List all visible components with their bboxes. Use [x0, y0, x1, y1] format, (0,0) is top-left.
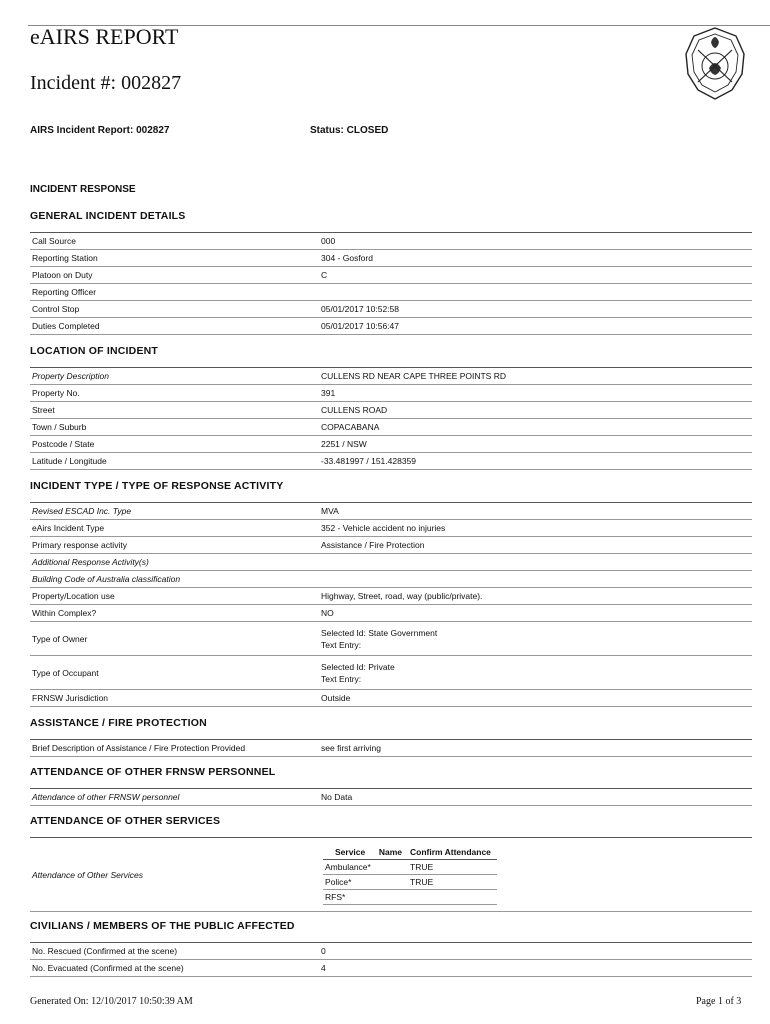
- status-badge: Status: CLOSED: [310, 125, 389, 136]
- airs-report-number: AIRS Incident Report: 002827: [30, 125, 170, 136]
- incident-type-table: [30, 502, 752, 707]
- page-number: Page 1 of 3: [696, 996, 742, 1007]
- table-row: [30, 368, 752, 385]
- occupant-selected: Selected Id: Private: [321, 661, 395, 672]
- row-label: Platoon on Duty: [30, 267, 319, 284]
- incident-number: Incident #: 002827: [30, 72, 182, 94]
- row-value: 2251 / NSW: [319, 436, 752, 453]
- assistance-heading: ASSISTANCE / FIRE PROTECTION: [30, 717, 207, 729]
- row-value: 391: [319, 385, 752, 402]
- table-row: [30, 318, 752, 335]
- table-row: [30, 537, 752, 554]
- table-row: [30, 943, 752, 960]
- service-confirm: TRUE: [408, 874, 497, 889]
- civilians-heading: CIVILIANS / MEMBERS OF THE PUBLIC AFFECTED: [30, 920, 295, 932]
- row-value: [319, 838, 752, 912]
- table-row: [30, 838, 752, 912]
- row-label: Type of Occupant: [30, 656, 319, 690]
- col-confirm: Confirm Attendance: [410, 846, 491, 857]
- row-value: Highway, Street, road, way (public/private).: [319, 588, 752, 605]
- row-value: 05/01/2017 10:52:58: [319, 301, 752, 318]
- services-row: [323, 889, 497, 904]
- row-label: Brief Description of Assistance / Fire Protection Provided: [30, 740, 319, 757]
- table-row: [30, 740, 752, 757]
- table-row: [30, 267, 752, 284]
- other-services-heading: ATTENDANCE OF OTHER SERVICES: [30, 815, 221, 827]
- row-value: No Data: [319, 789, 752, 806]
- service-name: Police*: [323, 874, 377, 889]
- row-value: -33.481997 / 151.428359: [319, 453, 752, 470]
- frnsw-personnel-table: [30, 788, 752, 806]
- civilians-table: [30, 942, 752, 977]
- assistance-table: [30, 739, 752, 757]
- frnsw-personnel-heading: ATTENDANCE OF OTHER FRNSW PERSONNEL: [30, 766, 276, 778]
- row-value: [319, 284, 752, 301]
- row-value: 304 - Gosford: [319, 250, 752, 267]
- location-heading: LOCATION OF INCIDENT: [30, 345, 159, 357]
- services-subtable: [323, 845, 497, 905]
- owner-selected: Selected Id: State Government: [321, 627, 438, 638]
- table-row: [30, 453, 752, 470]
- row-label: Attendance of Other Services: [30, 838, 319, 912]
- row-label: Latitude / Longitude: [30, 453, 319, 470]
- row-value: NO: [319, 605, 752, 622]
- table-row: [30, 520, 752, 537]
- row-label: No. Evacuated (Confirmed at the scene): [30, 960, 319, 977]
- table-row: [30, 503, 752, 520]
- report-title: eAIRS REPORT: [30, 24, 179, 49]
- row-label: Building Code of Australia classification: [30, 571, 319, 588]
- service-confirm: [408, 889, 497, 904]
- row-value: CULLENS RD NEAR CAPE THREE POINTS RD: [319, 368, 752, 385]
- row-value: see first arriving: [319, 740, 752, 757]
- table-row: [30, 284, 752, 301]
- row-value: C: [319, 267, 752, 284]
- row-value: 4: [319, 960, 752, 977]
- row-value: 352 - Vehicle accident no injuries: [319, 520, 752, 537]
- table-row: [30, 233, 752, 250]
- table-row: [30, 571, 752, 588]
- row-value: 05/01/2017 10:56:47: [319, 318, 752, 335]
- col-service: Service: [335, 846, 366, 857]
- incident-response-heading: INCIDENT RESPONSE: [30, 184, 136, 195]
- occupant-text-entry: Text Entry:: [321, 673, 362, 684]
- row-label: eAirs Incident Type: [30, 520, 319, 537]
- table-row: [30, 789, 752, 806]
- row-label: FRNSW Jurisdiction: [30, 690, 319, 707]
- row-label: Revised ESCAD Inc. Type: [30, 503, 319, 520]
- row-label: Town / Suburb: [30, 419, 319, 436]
- table-row: [30, 622, 752, 656]
- row-value: [319, 656, 752, 690]
- row-label: Reporting Station: [30, 250, 319, 267]
- row-label: Property No.: [30, 385, 319, 402]
- row-label: Additional Response Activity(s): [30, 554, 319, 571]
- service-name: Ambulance*: [323, 859, 377, 874]
- location-table: [30, 367, 752, 470]
- fire-rescue-seal-icon: [678, 24, 752, 102]
- row-value: CULLENS ROAD: [319, 402, 752, 419]
- table-row: [30, 250, 752, 267]
- services-row: [323, 859, 497, 874]
- row-value: COPACABANA: [319, 419, 752, 436]
- services-header-row: [323, 845, 497, 860]
- table-row: [30, 690, 752, 707]
- service-name: RFS*: [323, 889, 377, 904]
- table-row: [30, 605, 752, 622]
- other-services-table: [30, 837, 752, 912]
- row-label: Call Source: [30, 233, 319, 250]
- row-value: [319, 554, 752, 571]
- table-row: [30, 656, 752, 690]
- row-value: 0: [319, 943, 752, 960]
- table-row: [30, 436, 752, 453]
- row-value: [319, 622, 752, 656]
- table-row: [30, 402, 752, 419]
- service-confirm: TRUE: [408, 859, 497, 874]
- owner-text-entry: Text Entry:: [321, 639, 362, 650]
- row-value: 000: [319, 233, 752, 250]
- row-label: Type of Owner: [30, 622, 319, 656]
- row-label: Postcode / State: [30, 436, 319, 453]
- general-heading: GENERAL INCIDENT DETAILS: [30, 210, 186, 222]
- row-label: Property Description: [30, 368, 319, 385]
- table-row: [30, 385, 752, 402]
- row-label: Duties Completed: [30, 318, 319, 335]
- table-row: [30, 554, 752, 571]
- row-label: No. Rescued (Confirmed at the scene): [30, 943, 319, 960]
- general-table: [30, 232, 752, 335]
- row-label: Control Stop: [30, 301, 319, 318]
- row-label: Property/Location use: [30, 588, 319, 605]
- row-value: [319, 571, 752, 588]
- generated-on: Generated On: 12/10/2017 10:50:39 AM: [30, 996, 193, 1007]
- table-row: [30, 960, 752, 977]
- row-label: Reporting Officer: [30, 284, 319, 301]
- col-name: Name: [378, 846, 402, 857]
- row-label: Attendance of other FRNSW personnel: [30, 789, 319, 806]
- row-value: Assistance / Fire Protection: [319, 537, 752, 554]
- row-label: Within Complex?: [30, 605, 319, 622]
- row-label: Street: [30, 402, 319, 419]
- services-row: [323, 874, 497, 889]
- incident-type-heading: INCIDENT TYPE / TYPE OF RESPONSE ACTIVITY: [30, 480, 284, 492]
- table-row: [30, 588, 752, 605]
- row-value: MVA: [319, 503, 752, 520]
- row-value: Outside: [319, 690, 752, 707]
- table-row: [30, 301, 752, 318]
- row-label: Primary response activity: [30, 537, 319, 554]
- table-row: [30, 419, 752, 436]
